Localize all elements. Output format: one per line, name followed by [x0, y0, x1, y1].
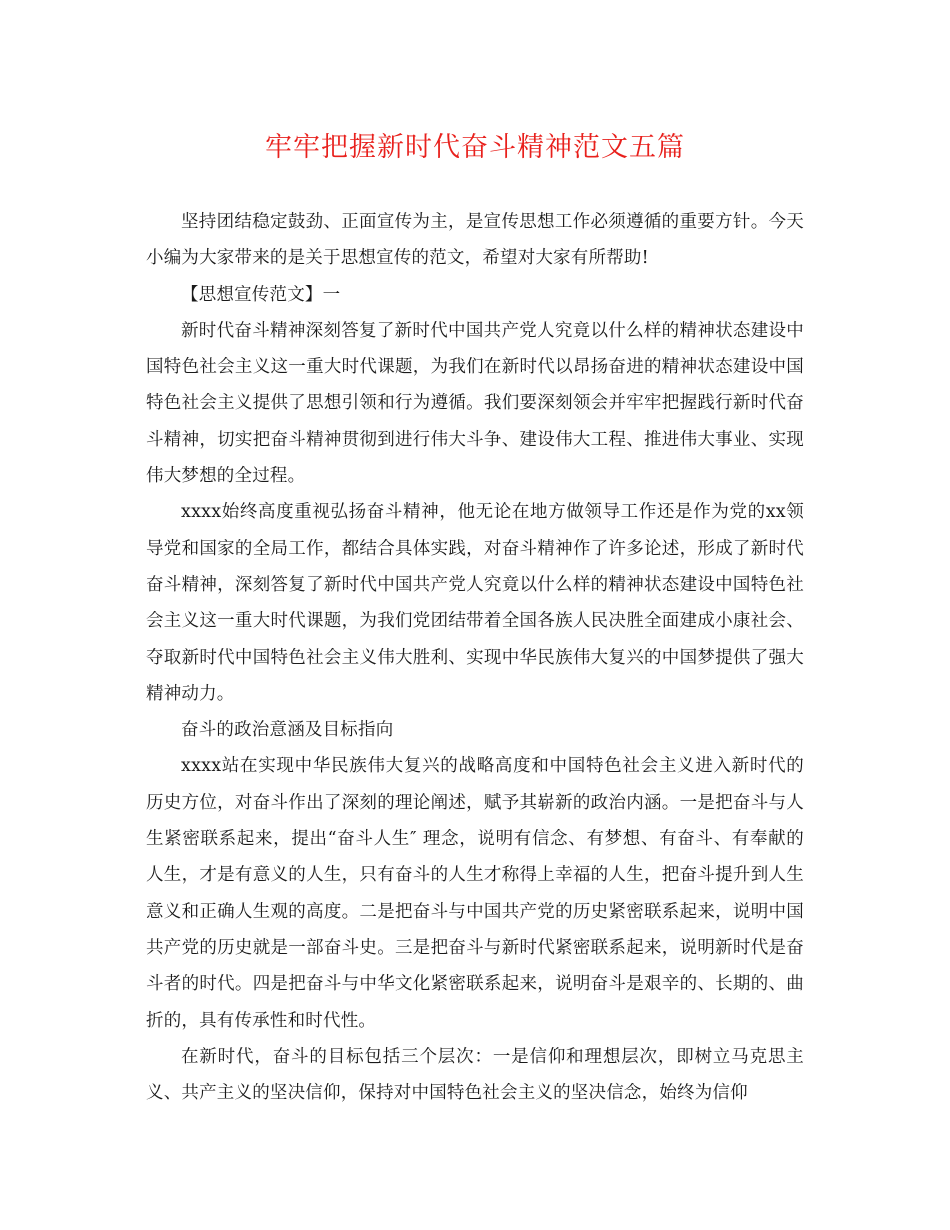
document-body — [146, 204, 804, 1111]
document-title: 牢牢把握新时代奋斗精神范文五篇 — [265, 132, 685, 163]
paragraph: xxxx始终高度重视弘扬奋斗精神，他无论在地方做领导工作还是作为党的xx领导党和国家的全局工作，都结合具体实践，对奋斗精神作了许多论述，形成了新时代奋斗精神，深刻答复了新时代中国共产党人究竟以什么样的精神状态建设中国特色社会主义这一重大时代课题，为我们党团结带着全国各族人民决胜全面建成小康社会、夺取新时代中国特色社会主义伟大胜利、实现中华民族伟大复兴的中国梦提供了强大精神动力。 — [146, 502, 804, 704]
paragraph: 新时代奋斗精神深刻答复了新时代中国共产党人究竟以什么样的精神状态建设中国特色社会主义这一重大时代课题，为我们在新时代以昂扬奋进的精神状态建设中国特色社会主义提供了思想引领和行为遵循。我们要深刻领会并牢牢把握践行新时代奋斗精神，切实把奋斗精神贯彻到进行伟大斗争、建设伟大工程、推进伟大事业、实现伟大梦想的全过程。 — [146, 320, 804, 487]
paragraph: xxxx站在实现中华民族伟大复兴的战略高度和中国特色社会主义进入新时代的历史方位，对奋斗作出了深刻的理论阐述，赋予其崭新的政治内涵。一是把奋斗与人生紧密联系起来，提出“奋斗人生″ 理念，说明有信念、有梦想、有奋斗、有奉献的人生，才是有意义的人生，只有奋斗的人生才称得上幸福的人生，把奋斗提升到人生意义和正确人生观的高度。二是把奋斗与中国共产党的历史紧密联系起来，说明中国共产党的历史就是一部奋斗史。三是把奋斗与新时代紧密联系起来，说明新时代是奋斗者的时代。四是把奋斗与中华文化紧密联系起来，说明奋斗是艰辛的、长期的、曲折的，具有传承性和时代性。 — [146, 756, 804, 1031]
paragraph: 在新时代，奋斗的目标包括三个层次：一是信仰和理想层次，即树立马克思主义、共产主义的坚决信仰，保持对中国特色社会主义的坚决信念，始终为信仰 — [146, 1046, 804, 1104]
paragraph-section-heading: 【思想宣传范文】一 — [181, 284, 341, 305]
paragraph-subheading: 奋斗的政治意涵及目标指向 — [181, 720, 394, 741]
paragraph-intro: 坚持团结稳定鼓劲、正面宣传为主，是宣传思想工作必须遵循的重要方针。今天小编为大家带来的是关于思想宣传的范文，希望对大家有所帮助! — [146, 212, 804, 269]
